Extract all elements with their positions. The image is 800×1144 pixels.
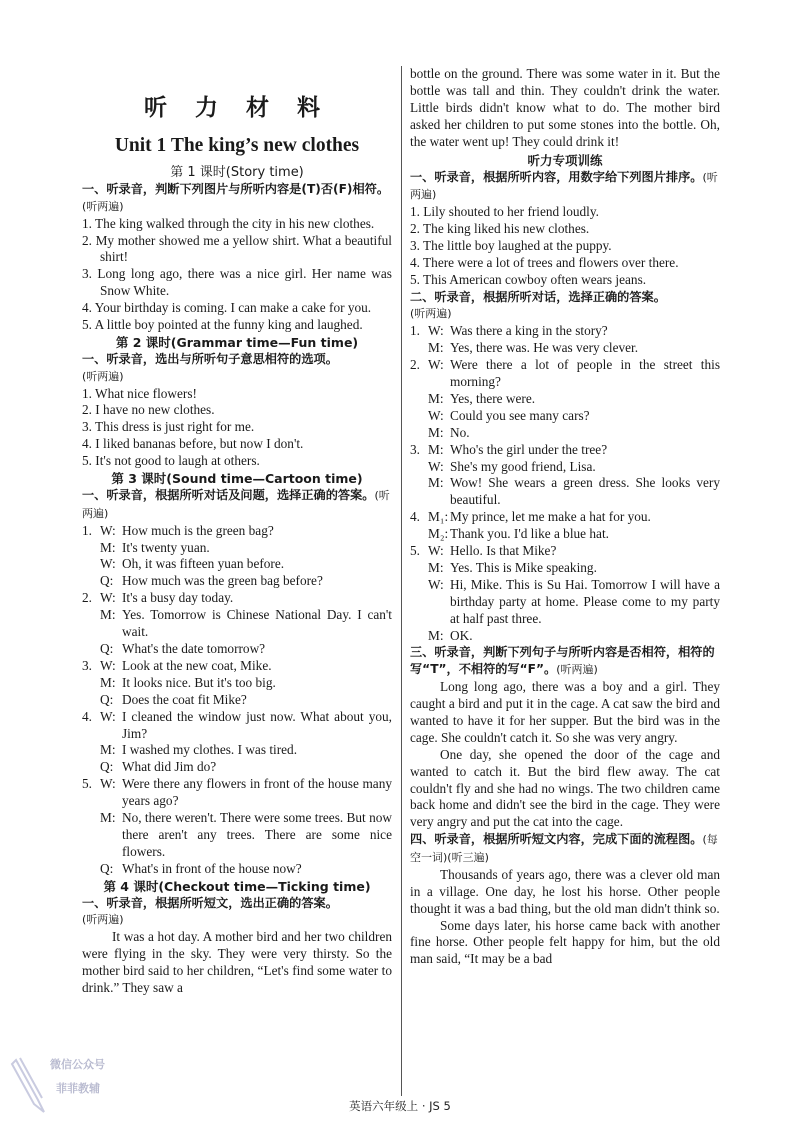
dialog-line — [82, 573, 392, 590]
dialog-number: 2. — [410, 357, 420, 373]
watermark-line-1: 微信公众号 — [50, 1058, 105, 1071]
watermark-logo — [8, 1050, 138, 1126]
lesson-1-instruction: 一、听录音，判断下列图片与所听内容是(T)否(F)相符。(听两遍) — [82, 182, 390, 213]
dialog-text: Yes, there was. He was very clever. — [450, 340, 639, 356]
lesson-4-instruction: 一、听录音，根据所听短文，选出正确的答案。 (听两遍) — [82, 895, 338, 927]
section-4-instruction: 四、听录音，根据所听短文内容，完成下面的流程图。(每空一词)(听三遍) — [410, 832, 718, 865]
left-column — [82, 66, 392, 997]
speaker-label: W: — [428, 357, 444, 373]
dialog-text: No. — [450, 424, 470, 440]
dialog-line — [410, 459, 720, 476]
dialog-text: Yes. Tomorrow is Chinese National Day. I can't wait. — [122, 607, 392, 640]
list-item: 2. My mother showed me a yellow shirt. What a beautiful shirt! — [82, 232, 392, 265]
dialog-text: Yes. This is Mike speaking. — [450, 559, 597, 575]
speaker-label: W: — [428, 543, 444, 559]
speaker-label: M: — [100, 810, 116, 826]
dialog-line — [82, 523, 392, 540]
dialog-line — [410, 509, 720, 526]
speaker-label: Q: — [100, 573, 114, 589]
dialog-text: Were there a lot of people in the street this morning? — [450, 357, 720, 389]
dialog-text: Hello. Is that Mike? — [450, 543, 557, 559]
list-item: 3. This dress is just right for me. — [82, 419, 255, 435]
dialog-number: 3. — [82, 657, 92, 673]
speaker-label: M: — [100, 607, 116, 623]
passage-paragraph: Some days later, his horse came back with another fine horse. Other people felt happy for him, but the old man said, “It may be a bad — [410, 917, 720, 967]
dialog-text: What's in front of the house now? — [122, 860, 302, 876]
speaker-label: W: — [100, 776, 116, 792]
section-2-instruction: 二、听录音，根据所听对话，选择正确的答案。 (听两遍) — [410, 289, 666, 321]
lesson-1-title: 第 1 课时(Story time) — [170, 165, 304, 180]
dialog-text: It's a busy day today. — [122, 590, 234, 606]
dialog-line — [82, 742, 392, 759]
speaker-label: Q: — [100, 641, 114, 656]
speaker-label: M: — [428, 390, 444, 406]
dialog-line — [82, 759, 392, 776]
dialog-text: It's twenty yuan. — [122, 539, 210, 555]
speaker-label: M₁: — [428, 509, 449, 525]
speaker-label: M: — [428, 441, 444, 457]
list-item: 2. I have no new clothes. — [82, 402, 215, 418]
speaker-label: W: — [100, 522, 116, 538]
speaker-label: W: — [100, 556, 116, 572]
dialog-line — [82, 658, 392, 675]
dialog-line — [410, 357, 720, 391]
dialog-line — [410, 442, 720, 459]
passage-paragraph: One day, she opened the door of the cage and wanted to catch it. But the bird flew away. The cat couldn't fly and she had no wings. The two children came back home and didn't see the bird in the cage. They were very angry and put the cat into the cage. — [410, 746, 720, 830]
dialog-line — [82, 590, 392, 607]
dialog-line — [82, 675, 392, 692]
dialog-line — [82, 692, 392, 709]
list-item: 1. Lily shouted to her friend loudly. — [410, 204, 599, 220]
list-item: 4. Your birthday is coming. I can make a cake for you. — [82, 300, 372, 316]
speaker-label: W: — [428, 323, 444, 339]
list-item: 1. The king walked through the city in his new clothes. — [82, 215, 375, 231]
speaker-label: M: — [428, 424, 444, 440]
passage-continued: bottle on the ground. There was some water in it. But the bottle was tall and thin. They couldn't drink the water. Little birds didn't know what to do. The mother bird asked her children to put some stones into the bottle. Oh, the water went up! They could drink it! — [410, 66, 720, 149]
speaker-label: M: — [428, 475, 444, 491]
page-title: 听 力 材 料 — [143, 95, 331, 121]
speaker-label: Q: — [100, 860, 114, 876]
dialog-text: My prince, let me make a hat for you. — [450, 509, 651, 525]
speaker-label: M: — [100, 742, 116, 758]
watermark-line-2: 菲菲教辅 — [56, 1082, 100, 1095]
dialog-line — [410, 425, 720, 442]
dialog-line — [82, 776, 392, 810]
dialog-line — [82, 641, 392, 658]
lesson-1-items — [82, 216, 392, 334]
dialog-number: 1. — [82, 522, 92, 538]
dialog-text: No, there weren't. There were some trees. But now there aren't any trees. There are some nice flowers. — [122, 810, 392, 859]
speaker-label: M₂: — [428, 526, 449, 542]
right-column — [410, 66, 720, 968]
dialog-number: 2. — [82, 590, 92, 606]
page-footer: 英语六年级上 · JS 5 — [349, 1099, 451, 1113]
dialog-number: 4. — [410, 509, 420, 525]
dialog-text: Was there a king in the story? — [450, 323, 608, 339]
dialog-text: I washed my clothes. I was tired. — [122, 742, 298, 758]
section-3-passage — [410, 679, 720, 831]
lesson-2-instruction: 一、听录音，选出与所听句子意思相符的选项。 (听两遍) — [82, 351, 338, 383]
dialog-line — [82, 861, 392, 878]
dialog-text: I cleaned the window just now. What about you, Jim? — [122, 708, 392, 741]
dialog-text: Does the coat fit Mike? — [122, 691, 247, 707]
dialog-line — [410, 560, 720, 577]
lesson-4-title: 第 4 课时(Checkout time—Ticking time) — [103, 878, 371, 894]
dialog-text: Were there any flowers in front of the house many years ago? — [122, 776, 392, 809]
dialog-line — [410, 408, 720, 425]
section-1-items — [410, 204, 720, 289]
list-item: 3. The little boy laughed at the puppy. — [410, 237, 612, 253]
passage-paragraph: Thousands of years ago, there was a clever old man in a village. One day, he lost his horse. Other people thought it was a bad thing, but the old man didn't think so. — [410, 866, 720, 916]
lesson-2-items — [82, 386, 392, 471]
section-3-instruction: 三、听录音，判断下列句子与所听内容是否相符，相符的写“T”，不相符的写“F”。(听两遍) — [410, 645, 715, 677]
dialog-text: OK. — [450, 627, 473, 643]
dialog-text: Oh, it was fifteen yuan before. — [122, 556, 285, 572]
passage-paragraph: Long long ago, there was a boy and a girl. They caught a bird and put it in the cage. A cat saw the bird and wanted to have it for her supper. But the bird was in the cage. She couldn't catch it. So she was very angry. — [410, 679, 720, 745]
dialog-text: Hi, Mike. This is Su Hai. Tomorrow I will have a birthday party at home. Please come to my party at half past three. — [450, 576, 720, 626]
unit-title: Unit 1 The king’s new clothes — [114, 135, 360, 156]
dialog-number: 1. — [410, 323, 420, 339]
dialog-line — [410, 340, 720, 357]
dialog-text: What did Jim do? — [122, 759, 217, 775]
dialog-text: Could you see many cars? — [450, 407, 590, 423]
speaker-label: Q: — [100, 759, 114, 775]
dialog-text: It looks nice. But it's too big. — [122, 674, 276, 690]
dialog-text: Look at the new coat, Mike. — [122, 657, 272, 673]
list-item: 3. Long long ago, there was a nice girl. Her name was Snow White. — [82, 266, 392, 299]
speaker-label: M: — [428, 340, 444, 356]
dialog-text: Yes, there were. — [450, 390, 536, 406]
column-divider — [401, 66, 402, 1096]
lesson-3-dialogs — [82, 523, 392, 878]
speaker-label: Q: — [100, 691, 114, 707]
speaker-label: M: — [428, 627, 444, 643]
dialog-line — [82, 607, 392, 641]
dialog-line — [82, 556, 392, 573]
dialog-line — [410, 543, 720, 560]
dialog-text: What's the date tomorrow? — [122, 641, 266, 656]
dialog-text: Thank you. I'd like a blue hat. — [450, 526, 609, 542]
dialog-number: 3. — [410, 441, 420, 457]
dialog-text: How much was the green bag before? — [122, 573, 323, 589]
section-1-instruction: 一、听录音，根据所听内容，用数字给下列图片排序。(听两遍) — [410, 169, 718, 202]
list-item: 4. I liked bananas before, but now I don't. — [82, 436, 304, 452]
dialog-number: 4. — [82, 708, 92, 724]
speaker-label: W: — [428, 407, 444, 423]
speaker-label: M: — [428, 559, 444, 575]
dialog-line — [410, 628, 720, 645]
dialog-text: Wow! She wears a green dress. She looks very beautiful. — [450, 475, 720, 508]
dialog-number: 5. — [410, 543, 420, 559]
speaker-label: M: — [100, 674, 116, 690]
speaker-label: W: — [428, 576, 444, 592]
lesson-4-passage: It was a hot day. A mother bird and her two children were flying in the sky. They were very thirsty. So the mother bird said to her children, “Let's find some water to drink.” They saw a — [82, 929, 392, 995]
dialog-text: How much is the green bag? — [122, 522, 274, 538]
list-item: 5. This American cowboy often wears jeans. — [410, 271, 647, 287]
list-item: 4. There were a lot of trees and flowers over there. — [410, 254, 679, 270]
dialog-text: She's my good friend, Lisa. — [450, 458, 596, 474]
special-training-title: 听力专项训练 — [527, 152, 603, 168]
dialog-line — [410, 577, 720, 628]
dialog-line — [82, 810, 392, 861]
list-item: 5. It's not good to laugh at others. — [82, 453, 260, 469]
dialog-line — [410, 526, 720, 543]
lesson-3-title: 第 3 课时(Sound time—Cartoon time) — [111, 471, 363, 487]
speaker-label: W: — [100, 657, 116, 673]
section-4-passage — [410, 867, 720, 968]
dialog-line — [410, 391, 720, 408]
list-item: 1. What nice flowers! — [82, 385, 197, 401]
dialog-line — [82, 709, 392, 743]
speaker-label: W: — [428, 458, 444, 474]
lesson-2-title: 第 2 课时(Grammar time—Fun time) — [115, 334, 359, 350]
speaker-label: W: — [100, 708, 116, 724]
speaker-label: M: — [100, 539, 116, 555]
list-item: 5. A little boy pointed at the funny king and laughed. — [82, 317, 363, 333]
dialog-number: 5. — [82, 776, 92, 792]
dialog-line — [410, 323, 720, 340]
section-2-dialogs — [410, 323, 720, 644]
dialog-line — [410, 475, 720, 509]
dialog-line — [82, 540, 392, 557]
lesson-3-instruction: 一、听录音，根据所听对话及问题，选择正确的答案。(听两遍) — [82, 488, 390, 520]
speaker-label: W: — [100, 590, 116, 606]
list-item: 2. The king liked his new clothes. — [410, 221, 590, 237]
dialog-text: Who's the girl under the tree? — [450, 441, 608, 457]
